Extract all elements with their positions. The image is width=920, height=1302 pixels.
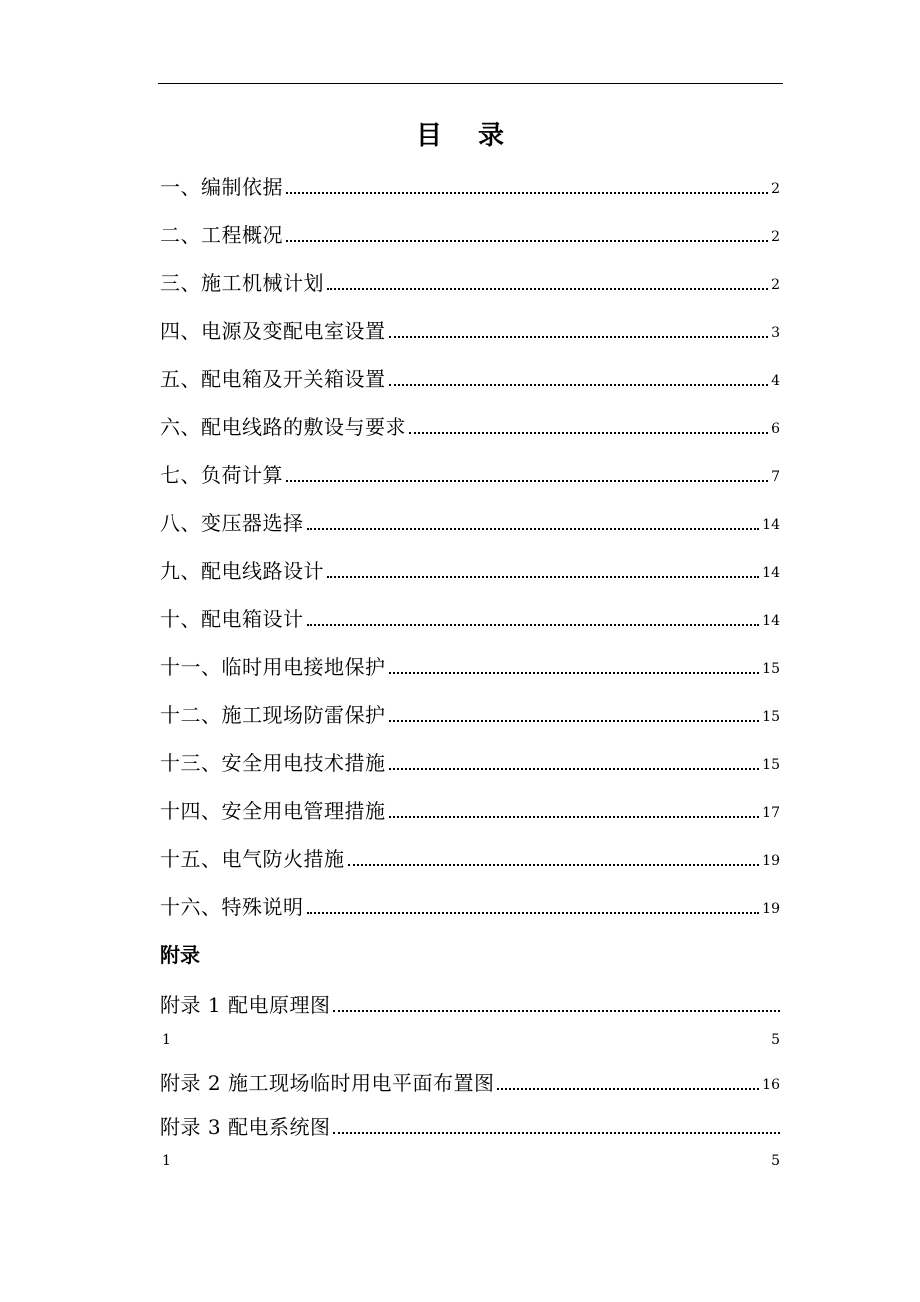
- toc-entry[interactable]: [160, 794, 780, 824]
- toc-entry-label: 六、配电线路的敷设与要求: [160, 415, 406, 439]
- appendix-page-digit: 1: [162, 1153, 171, 1169]
- appendix-heading: 附录: [160, 943, 200, 967]
- toc-entry[interactable]: [160, 746, 780, 776]
- toc-leader-dots: [497, 1088, 759, 1090]
- toc-entry-page: 15: [762, 757, 780, 773]
- toc-leader-dots: [348, 864, 760, 866]
- toc-entry[interactable]: [160, 602, 780, 632]
- toc-entry[interactable]: [160, 842, 780, 872]
- toc-entry-page: 2: [771, 229, 780, 245]
- toc-entry-label: 八、变压器选择: [160, 511, 304, 535]
- appendix-entry[interactable]: [160, 1110, 780, 1140]
- toc-entry-label: 十三、安全用电技术措施: [160, 751, 386, 775]
- toc-entry-label: 二、工程概况: [160, 223, 283, 247]
- appendix-page-digit: 1: [162, 1032, 171, 1048]
- toc-entry[interactable]: [160, 362, 780, 392]
- toc-leader-dots: [286, 480, 768, 482]
- toc-leader-dots: [389, 816, 760, 818]
- toc-leader-dots: [307, 912, 760, 914]
- toc-entry[interactable]: [160, 506, 780, 536]
- toc-entry-label: 十一、临时用电接地保护: [160, 655, 386, 679]
- appendix-entry-label: 附录 2 施工现场临时用电平面布置图: [160, 1071, 495, 1095]
- toc-entry-page: 7: [771, 469, 780, 485]
- toc-entry-page: 15: [762, 709, 780, 725]
- toc-entry-label: 十六、特殊说明: [160, 895, 304, 919]
- toc-entry-label: 十、配电箱设计: [160, 607, 304, 631]
- toc-entry-label: 七、负荷计算: [160, 463, 283, 487]
- toc-entry-page: 2: [771, 277, 780, 293]
- toc-leader-dots: [307, 624, 760, 626]
- toc-leader-dots: [307, 528, 760, 530]
- toc-entry-label: 四、电源及变配电室设置: [160, 319, 386, 343]
- toc-leader-dots: [389, 720, 760, 722]
- toc-leader-dots: [333, 1010, 780, 1012]
- toc-leader-dots: [389, 336, 769, 338]
- toc-entry-label: 一、编制依据: [160, 175, 283, 199]
- toc-entry[interactable]: [160, 698, 780, 728]
- toc-entry-page: 14: [762, 517, 780, 533]
- toc-entry-page: 14: [762, 565, 780, 581]
- appendix-page-digit: 5: [771, 1153, 780, 1169]
- toc-entry-page: 4: [771, 373, 780, 389]
- toc-entry-label: 九、配电线路设计: [160, 559, 324, 583]
- toc-entry[interactable]: [160, 218, 780, 248]
- appendix-entry-page: 16: [762, 1077, 780, 1093]
- toc-entry-page: 15: [762, 661, 780, 677]
- toc-entry-label: 三、施工机械计划: [160, 271, 324, 295]
- toc-entry-label: 十四、安全用电管理措施: [160, 799, 386, 823]
- toc-entry-page: 2: [771, 181, 780, 197]
- toc-title: 目 录: [415, 121, 505, 151]
- toc-leader-dots: [409, 432, 768, 434]
- toc-leader-dots: [286, 240, 768, 242]
- toc-entry-page: 6: [771, 421, 780, 437]
- toc-leader-dots: [286, 192, 768, 194]
- toc-entry[interactable]: [160, 554, 780, 584]
- toc-entry-label: 十二、施工现场防雷保护: [160, 703, 386, 727]
- toc-entry[interactable]: [160, 410, 780, 440]
- toc-entry-page: 3: [771, 325, 780, 341]
- toc-leader-dots: [327, 288, 768, 290]
- toc-leader-dots: [333, 1132, 780, 1134]
- toc-entry[interactable]: [160, 314, 780, 344]
- toc-entry-page: 19: [762, 901, 780, 917]
- toc-entry[interactable]: [160, 650, 780, 680]
- toc-entry-label: 十五、电气防火措施: [160, 847, 345, 871]
- toc-entry-page: 19: [762, 853, 780, 869]
- toc-entry-label: 五、配电箱及开关箱设置: [160, 367, 386, 391]
- toc-leader-dots: [389, 672, 760, 674]
- toc-entry-page: 17: [762, 805, 780, 821]
- toc-entry[interactable]: [160, 170, 780, 200]
- toc-leader-dots: [389, 384, 769, 386]
- appendix-entry-label: 附录 3 配电系统图: [160, 1115, 331, 1139]
- toc-leader-dots: [389, 768, 760, 770]
- toc-entry[interactable]: [160, 458, 780, 488]
- appendix-entry-label: 附录 1 配电原理图: [160, 993, 331, 1017]
- appendix-page-digit: 5: [771, 1032, 780, 1048]
- toc-leader-dots: [327, 576, 759, 578]
- header-rule: [158, 83, 783, 84]
- toc-entry[interactable]: [160, 890, 780, 920]
- toc-entry-page: 14: [762, 613, 780, 629]
- toc-entry[interactable]: [160, 266, 780, 296]
- appendix-entry[interactable]: [160, 988, 780, 1018]
- appendix-entry[interactable]: [160, 1066, 780, 1096]
